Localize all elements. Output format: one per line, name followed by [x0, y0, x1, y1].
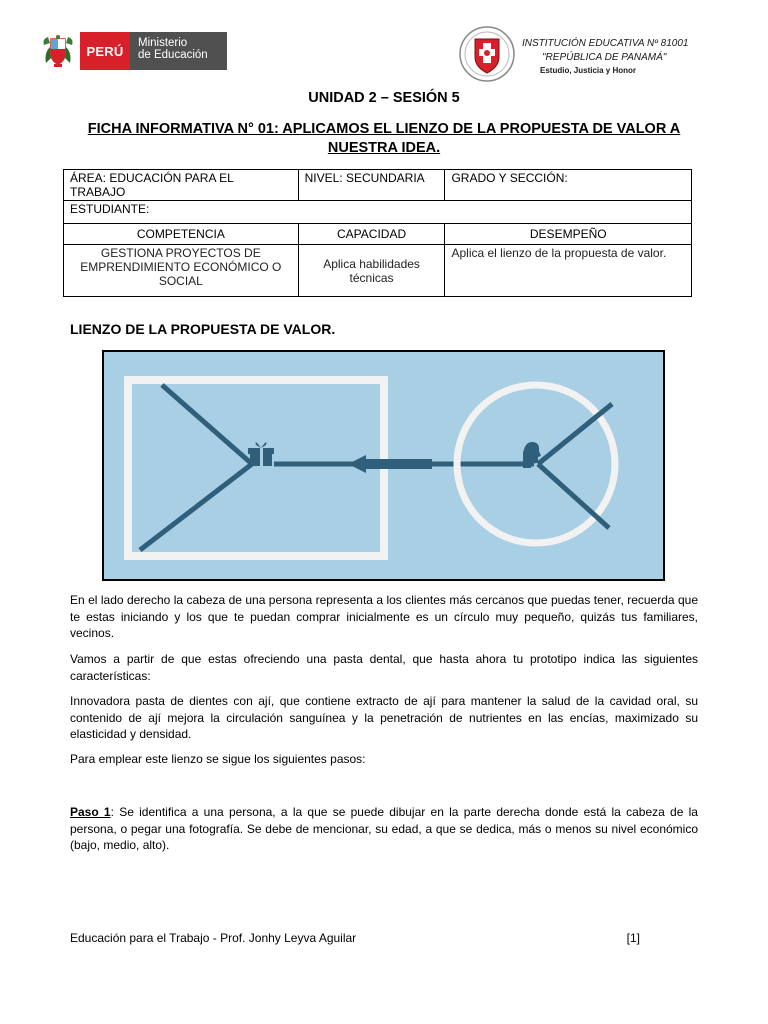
value-map-line-upper [162, 385, 252, 464]
paragraph-toothpaste-intro: Vamos a partir de que estas ofreciendo una pasta dental, que hasta ahora tu prototipo indica las siguientes características: [70, 652, 698, 683]
arrow-shaft [366, 459, 432, 469]
arrow-left-icon [348, 455, 366, 473]
peru-coat-of-arms-icon [40, 33, 76, 69]
performance-value: Aplica el lienzo de la propuesta de valor. [445, 245, 692, 297]
competence-header: COMPETENCIA [64, 224, 299, 245]
capacity-value: Aplica habilidades técnicas [298, 245, 445, 297]
level-cell: NIVEL: SECUNDARIA [298, 170, 445, 201]
capacity-header: CAPACIDAD [298, 224, 445, 245]
page-number: [1] [626, 931, 640, 945]
grade-section-cell[interactable]: GRADO Y SECCIÓN: [445, 170, 692, 201]
page-header [0, 0, 768, 90]
step-1-label: Paso 1 [70, 805, 111, 819]
page-footer [70, 931, 640, 945]
ministry-line-1: Ministerio [138, 37, 188, 49]
value-map-line-lower [140, 464, 252, 550]
ministry-line-2: de Educación [138, 49, 208, 61]
competence-value: GESTIONA PROYECTOS DE EMPRENDIMIENTO ECONÓMICO O SOCIAL [64, 245, 299, 297]
school-seal-icon [458, 25, 516, 83]
unit-session-title: UNIDAD 2 – SESIÓN 5 [308, 90, 460, 106]
paragraph-steps-intro: Para emplear este lienzo se sigue los siguientes pasos: [70, 752, 366, 766]
gift-icon [248, 442, 274, 466]
section-title: LIENZO DE LA PROPUESTA DE VALOR. [70, 321, 336, 337]
customer-profile-line-upper [538, 404, 612, 464]
school-name [522, 37, 722, 77]
course-info-table [63, 169, 692, 297]
paragraph-customer-circle: En el lado derecho la cabeza de una persona representa a los clientes más cercanos que puedas tener, recuerda que te estas iniciando y los que te puedan comprar inicialmente es un círculo muy pequeño, quizás tus familiares, vecinos. [70, 593, 698, 640]
school-name-line-1: INSTITUCIÓN EDUCATIVA Nº 81001 [522, 38, 689, 49]
country-label: PERÚ [80, 32, 130, 70]
footer-author: Educación para el Trabajo - Prof. Jonhy Leyva Aguilar [70, 931, 357, 945]
student-cell[interactable]: ESTUDIANTE: [64, 201, 692, 224]
performance-header: DESEMPEÑO [445, 224, 692, 245]
paragraph-toothpaste-description: Innovadora pasta de dientes con ají, que contiene extracto de ají para mantener la salud de la cavidad oral, su contenido de ají mejora la circulación sanguínea y la penetración de nutrientes en las encías, maximizado su elasticidad y densidad. [70, 694, 698, 741]
school-motto: Estudio, Justicia y Honor [540, 66, 637, 75]
customer-profile-line-lower [538, 464, 609, 528]
step-1-text: : Se identifica a una persona, a la que se puede dibujar en la parte derecha donde está la cabeza de la persona, o pegar una fotografía. Se debe de mencionar, su edad, a que se dedica, más o menos su nivel económico (bajo, medio, alto). [70, 805, 698, 852]
area-cell: ÁREA: EDUCACIÓN PARA EL TRABAJO [64, 170, 299, 201]
school-name-line-2: "REPÚBLICA DE PANAMÁ" [542, 52, 667, 63]
value-proposition-canvas-figure [102, 350, 665, 581]
ministry-logo [80, 32, 227, 70]
paragraph-step-1 [70, 804, 698, 854]
worksheet-title: FICHA INFORMATIVA N° 01: APLICAMOS EL LIENZO DE LA PROPUESTA DE VALOR A NUESTRA IDEA. [87, 121, 681, 156]
